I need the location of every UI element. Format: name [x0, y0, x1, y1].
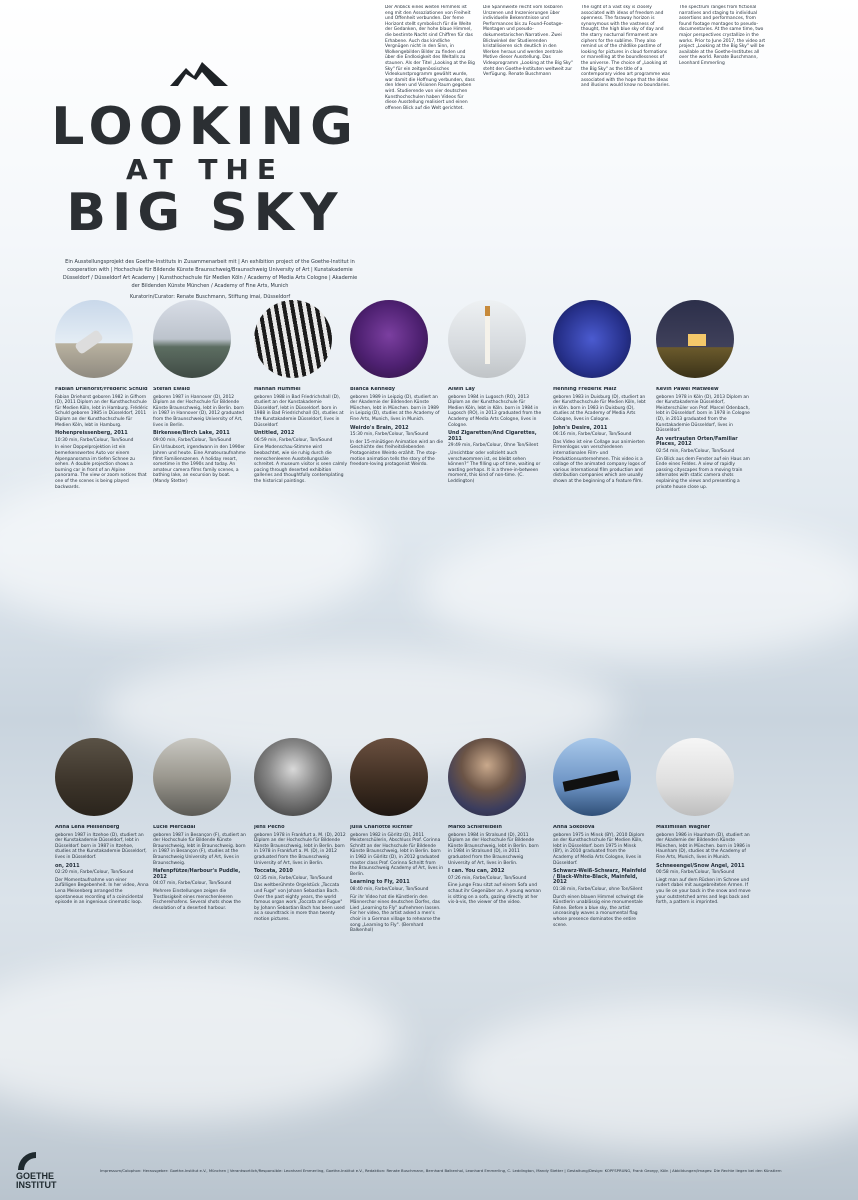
goethe-logo-icon	[16, 1150, 38, 1172]
text-column-en-2: The spectrum ranges from fictional narratives and staging to individual assertions and performances, from found footage montages to pseudo-documentaries. At the same time, two major perspectives crystallize in the works. Prior to June 2017, the video art project „Looking at the Big Sky" will be available at the Goethe-Institutes all over the world. Renate Buschmann, Leonhard Emmerling	[679, 5, 766, 66]
video-still-driehorst-schuld	[55, 300, 133, 378]
text-column-de-2: Die Spannweite reicht vom lösbaren Urszenen und Inszenierungen über individuelle Bekenntnisse und Performances bis zu Found-Footage-Montagen und pseudo-dokumentarischen Narrativen. Zwei Blickwinkel der Studierenden kristallisieren sich deutlich in den Werken heraus und werden zentrale Motive dieser Ausstellung. Das Videoprogramm „Looking at the Big Sky" steht den Goethe-Instituten weltweit zur Verfügung. Renate Buschmann	[483, 5, 573, 78]
artist-block-meisenberg: Anna Lena Meisenberg geboren 1987 in Itzehoe (D), studiert an der Kunstakademie Düsseldorf, lebt in Düsseldorf. born in 1987 in Itzehoe, studies at the Kunstakademie Düsseldorf, lives in Düsseldorf. on, 2011 02:20 min, Farbe/Colour, Ton/Sound Der Momentaufnahme von einer zufälligen Begebenheit. In her video, Anna Lena Meisenberg arranged the spontaneous recording of a coincidental episode in an ingenious cinematic loop.	[55, 825, 149, 906]
artist-block-lay: Alwin Lay geboren 1984 in Lugosch (RO), 2013 Diplom an der Kunsthochschule für Medien Köln, lebt in Köln. born in 1984 in Lugosch (RO), in 2013 graduated from the Academy of Media Arts Cologne, lives in Cologne. Und Zigaretten/And Cigarettes, 2011 29:49 min, Farbe/Colour, Ohne Ton/Silent „Unsichtbar oder vollzieht auch verschwommen ist, es bleibt sehen können?“ The filling up of time, waiting or wasting perhaps. It is a three-in-between moment, this kind of non-time. (C. Leddington)	[448, 387, 542, 484]
footer-credits: Impressum/Colophon: Herausgeber: Goethe-Institut e.V., München | Verantwortlich/Responsible: Leonhard Emmerling, Goethe-Institut e.V., Redaktion: Renate Buschmann, Bernhard Balkenhol, Leonhard Emmerling, C. Leddington, Mandy Stetter | Gestaltung/Design: KOPFSPRUNG, Frank Georgy, Köln | Abbildungen/Images: Die Rechte liegen bei den Künstlern	[100, 1168, 782, 1173]
video-still-pecho	[254, 738, 332, 816]
video-still-malz	[553, 300, 631, 378]
artist-block-hummel: Hannah Hummel geboren 1988 in Bad Friedrichshall (D), studiert an der Kunstakademie Düsseldorf, lebt in Düsseldorf. born in 1988 in Bad Friedrichshall (D), studies at the Kunstakademie Düsseldorf, lives in Düsseldorf. Untitled, 2012 06:59 min, Farbe/Colour, Ton/Sound Eine Modenschau-Stimme wird beobachtet, wie sie ruhig durch die menschenleeren Ausstellungssäle schreitet. A museum visitor is seen calmly pacing through deserted exhibition galleries and thoughtfully contemplating the historical paintings.	[254, 387, 348, 484]
video-still-kennedy	[350, 300, 428, 378]
artist-block-pecho: Jens Pecho geboren 1978 in Frankfurt a. M. (D), 2012 Diplom an der Hochschule für Bildende Künste Braunschweig, lebt in Berlin. born in 1978 in Frankfurt a. M. (D), in 2012 graduated from the Braunschweig University of Art, lives in Berlin. Toccata, 2010 02:35 min, Farbe/Colour, Ton/Sound Das weltberühmte Orgelstück „Toccata und Fuge" von Johann Sebastian Bach. Over the past eighty years, the world famous organ work „Toccata and Fugue" by Johann Sebastian Bach has been used as a soundtrack in more than twenty motion pictures.	[254, 825, 346, 922]
video-still-matweew	[656, 300, 734, 378]
title-line-1: LOOKING	[51, 97, 359, 157]
video-still-schiefelbein	[448, 738, 526, 816]
intro-paragraph: Ein Ausstellungsprojekt des Goethe-Instituts in Zusammenarbeit mit | An exhibition project of the Goethe-Institut in cooperation with | Hochschule für Bildende Künste Braunschweig/Braunschweig University of Art | Kunstakademie Düsseldorf / Düsseldorf Art Academy | Kunsthochschule für Medien Köln / Academy of Media Arts Cologne | Akademie der Bildenden Künste München / Academy of Fine Arts, Munich	[62, 259, 358, 289]
goethe-logo-text-1: GOETHE	[16, 1171, 55, 1181]
mountain-logo-icon	[170, 60, 228, 86]
video-still-meisenberg	[55, 738, 133, 816]
title-line-3: BIG SKY	[66, 183, 344, 243]
goethe-logo-text-2: INSTITUT	[16, 1180, 57, 1190]
artist-block-malz: Henning Frederik Malz geboren 1983 in Duisburg (D), studiert an der Kunsthochschule für Medien Köln, lebt in Köln. born in 1983 in Duisburg (D), studies at the Academy of Media Arts Cologne, lives in Cologne. John's Desire, 2011 06:16 min, Farbe/Colour, Ton/Sound Das Video ist eine Collage aus animierten Firmenlogos von verschiedenen internationalen Film- und Produktionsunternehmen. This video is a collage of the animated company logos of various international film production and distribution companies which are usually shown at the beginning of a feature film.	[553, 387, 646, 484]
title-line-2: AT THE	[125, 153, 284, 186]
artist-block-driehorst-schuld: Fabian Driehorst/Frédéric Schuld Fabian Driehorst geboren 1982 in Gifhorn (D), 2011 Diplom an der Kunsthochschule für Medien Köln, lebt in Hamburg. Frédéric Schuld geboren 1985 in Düsseldorf, 2011 Diplom an der Kunsthochschule für Medien Köln, lebt in Hamburg. Hohenpreissenberg, 2011 10:30 min, Farbe/Colour, Ton/Sound In einer Doppelprojektion ist ein bemerkenswertes Auto vor einem Alpenpanorama im tiefen Schnee zu sehen. A double projection shows a burning car in front of an Alpine panorama. The view or zoom notices that one of the scenes is being played backwards.	[55, 387, 148, 490]
video-still-mercadal	[153, 738, 231, 816]
video-still-lay	[448, 300, 526, 378]
text-column-en-1: The sight of a vast sky is closely associated with ideas of freedom and openness. The faraway horizon is synonymous with the vastness of thought, the high blue sky of day and the starry nocturnal firmament are ciphers for the sublime. They also remind us of the childlike pastime of looking for pictures in cloud formations or marvelling at the boundlessness of the universe. The choice of „Looking at the Big Sky" as the title of a contemporary video art programme was associated with the hope that the ideas and illusions would know no boundaries.	[581, 5, 671, 89]
artist-block-mercadal: Lucie Mercadal geboren 1987 in Besançon (F), studiert an der Hochschule für Bildende Künste Braunschweig, lebt in Braunschweig. born in 1987 in Besançon (F), studies at the Braunschweig University of Art, lives in Braunschweig. Hafenpfütze/Harbour's Puddle, 2012 04:07 min, Farbe/Colour, Ton/Sound Mehrere Einstellungen zeigen die Trostlosigkeit eines menschenleeren Fischereihafens. Several shots show the desolation of a deserted harbour.	[153, 825, 246, 911]
goethe-logo	[16, 1150, 86, 1190]
video-still-hummel	[254, 300, 332, 378]
page-title	[40, 97, 370, 243]
artist-block-wagner: Maximilian Wagner geboren 1986 in Haunham (D), studiert an der Akademie der Bildenden Künste München, lebt in München. born in 1986 in Haunham (D), studies at the Academy of Fine Arts, Munich, lives in Munich. Schneeengel/Snow Angel, 2011 00:58 min, Farbe/Colour, Ton/Sound Liegt man auf dem Rücken im Schnee und rudert dabei mit ausgebreiteten Armen. If you lie on your back in the snow and move your outstretched arms and legs back and forth, a pattern is imprinted.	[656, 825, 751, 906]
curator-line: Kuratorin/Curator: Renate Buschmann, Stiftung imai, Düsseldorf	[129, 294, 291, 300]
artist-block-kennedy: Bianca Kennedy geboren 1989 in Leipzig (D), studiert an der Akademie der Bildenden Künste München, lebt in München. born in 1989 in Leipzig (D), studies at the Academy of Fine Arts, Munich, lives in Munich. Weirdo's Brain, 2012 15:30 min, Farbe/Colour, Ton/Sound In der 15-minütigen Animation wird an die Geschichte des freiheitsliebenden Protagonisten Weirdo erzählt. The stop-motion animation tells the story of the freedom-loving protagonist Weirdo.	[350, 387, 444, 468]
artist-block-matweew: Kevin Pawel Matweew geboren 1978 in Köln (D), 2013 Diplom an der Kunstakademie Düsseldorf, Meisterschüler von Prof. Marcel Odenbach, lebt in Düsseldorf. born in 1978 in Cologne (D), in 2013 graduated from the Kunstakademie Düsseldorf, lives in Düsseldorf. An vertrauten Orten/Familiar Places, 2012 02:54 min, Farbe/Colour, Ton/Sound Ein Blick aus dem Fenster auf ein Haus am Ende eines Feldes. A view of rapidly passing cityscapes from a moving train alternates with static camera shots explaining the views and presenting a private house close up.	[656, 387, 750, 490]
video-still-sokolova	[553, 738, 631, 816]
video-still-ewald	[153, 300, 231, 378]
artist-block-sokolova: Anna Sokolova geboren 1975 in Minsk (BY), 2010 Diplom an der Kunsthochschule für Medien Köln, lebt in Düsseldorf. born 1975 in Minsk (BY), in 2010 graduated from the Academy of Media Arts Cologne, lives in Düsseldorf. Schwarz-Weiß-Schwarz, Mainfeld / Black-White-Black, Mainfeld, 2012 01:38 min, Farbe/Colour, ohne Ton/Silent Durch einen blauen Himmel schwingt die Künstlerin unablässig eine monumentale Fahne. Before a blue sky, the artist unceasingly waves a monumental flag whose presence dominates the entire scene.	[553, 825, 647, 928]
video-still-wagner	[656, 738, 734, 816]
artist-block-ewald: Stefan Ewald geboren 1987 in Hannover (D), 2012 Diplom an der Hochschule für Bildende Künste Braunschweig, lebt in Berlin. born in 1987 in Hannover (D), 2012 graduated from the Braunschweig University of Art, lives in Berlin. Birkensee/Birch Lake, 2011 09:00 min, Farbe/Colour, Ton/Sound Ein Urlaubsort, irgendwann in den 1990er Jahren und heute. Eine Amateuraufnahme filmt Familienszenen. A holiday resort, sometime in the 1990s and today. An amateur camera films family scenes, a bathing lake, an excursion by boat. (Mandy Stetter)	[153, 387, 246, 484]
video-still-richter	[350, 738, 428, 816]
text-column-de-1: Der Anblick eines weiten Himmels ist eng mit den Assoziationen von Freiheit und Offenheit verbunden. Der ferne Horizont stellt symbolisch für die Weite der Gedanken, der hohe blaue Himmel, die bestirnte Nacht sind Chiffren für das Erhabene. Auch das kindliche Vergnügen nicht in den Sinn, in Wolkengebilden Bilder zu finden und über die Endlosigkeit des Weltalls zu staunen. Als der Titel „Looking at the Big Sky" für ein zeitgenössisches Videokunstprogramm gewählt wurde, war damit die Hoffnung verbunden, dass den Ideen und Visionen Raum gegeben wird. Studierende von vier deutschen Kunsthochschulen haben Videos für diese Ausstellung realisiert und einen offenen Blick auf die Welt gerichtet.	[385, 5, 475, 111]
artist-block-schiefelbein: Marko Schiefelbein geboren 1984 in Stralsund (D), 2011 Diplom an der Hochschule für Bildende Künste Braunschweig, lebt in Berlin. born in 1984 in Stralsund (D), in 2011 graduated from the Braunschweig University of Art, lives in Berlin. I can. You can, 2012 07:26 min, Farbe/Colour, Ton/Sound Eine junge Frau sitzt auf einem Sofa und schaut ihr Gegenüber an. A young woman is sitting on a sofa, gazing directly at her vis-à-vis, the viewer of the video.	[448, 825, 541, 906]
artist-block-richter: Julia Charlotte Richter geboren 1982 in Görlitz (D), 2011 Meisterschülerin, Abschluss Prof. Corinna Schnitt an der Hochschule für Bildende Künste Braunschweig, lebt in Berlin. born in 1982 in Görlitz (D), in 2012 graduated master class Prof. Corinna Schnitt from the Braunschweig Academy of Art, lives in Berlin. Learning to Fly, 2011 08:40 min, Farbe/Colour, Ton/Sound Für ihr Video hat die Künstlerin den Männerchor eines deutschen Dorfes, das Lied „Learning to Fly" aufnehmen lassen. For her video, the artist asked a men's choir in a German village to rehearse the song „Learning to Fly". (Bernhard Balkenhol)	[350, 825, 444, 934]
